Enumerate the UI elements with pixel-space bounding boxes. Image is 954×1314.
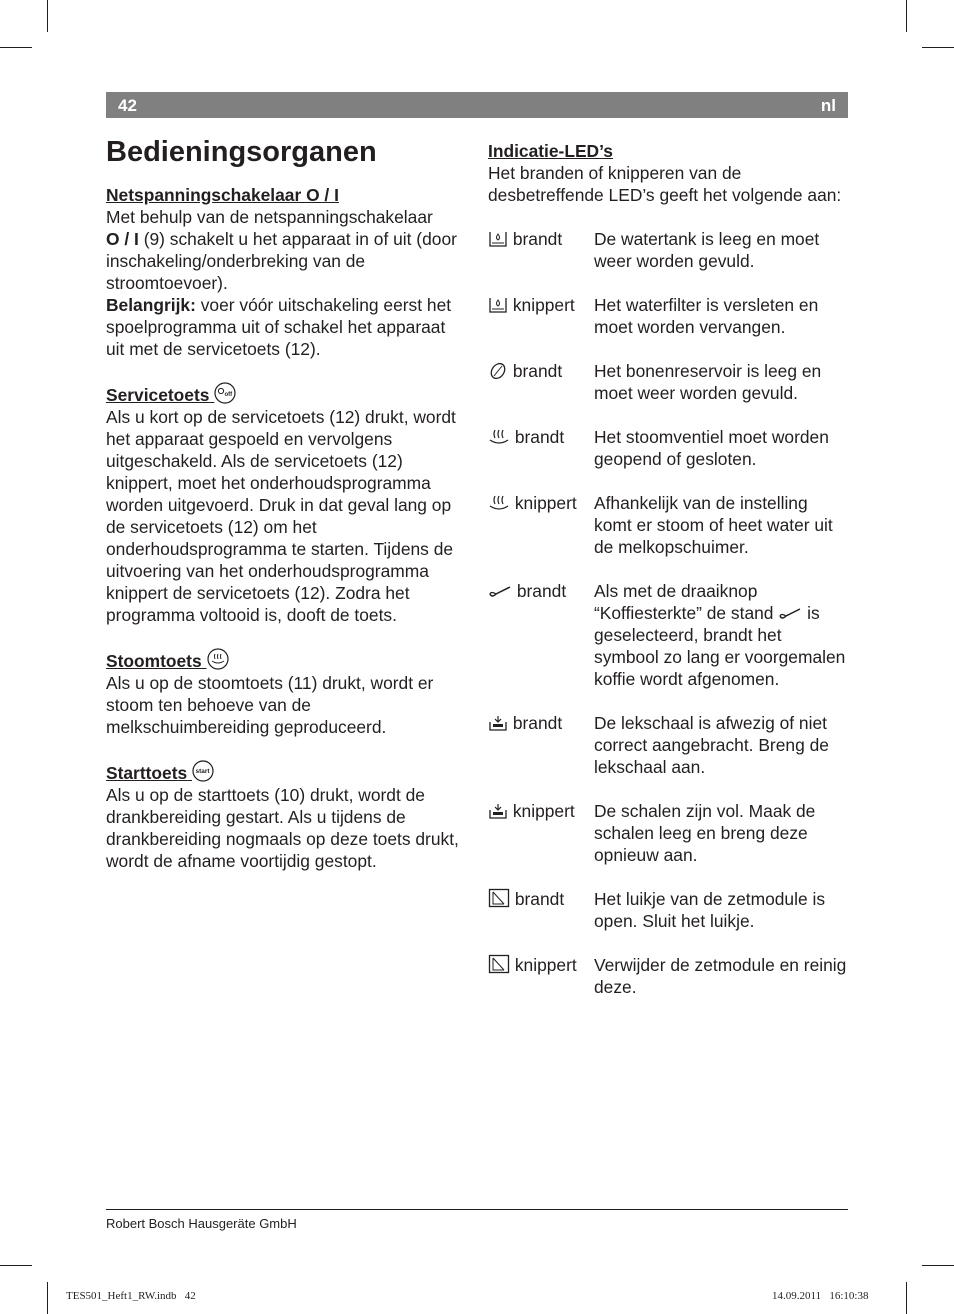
svg-text:start: start (195, 768, 210, 775)
steam-icon (488, 428, 510, 446)
footer-divider (106, 1209, 848, 1210)
paragraph: Met behulp van de netspanningschakelaar O / I (9) schakelt u het apparaat in of uit (door inschakeling/onderbreking van de stroomtoevoer). (106, 207, 457, 293)
paragraph: Als u kort op de servicetoets (12) drukt, wordt het apparaat gespoeld en vervolgens uitgeschakeld. Als de servicetoets (12) knippert, moet het onderhoudsprogramma worden uitgevoerd. Druk in dat geval lang op de servicetoets (12) om het onderhoudsprogramma te starten. Tijdens de uitvoering van het onderhoudsprogramma knippert de servicetoets (12). Zodra het programma voltooid is, dooft de toets. (106, 407, 456, 625)
section-power-switch (106, 184, 468, 360)
left-column (106, 184, 468, 894)
steam-icon (488, 494, 510, 512)
section-steam-button (106, 648, 468, 738)
crop-mark (0, 47, 32, 48)
led-row: knippert Verwijder de zetmodule en reinig deze. (488, 954, 850, 1020)
crop-mark (906, 0, 907, 32)
crop-mark (0, 1265, 32, 1266)
led-row: brandt De watertank is leeg en moet weer worden gevuld. (488, 228, 850, 294)
led-row: brandt Het luikje van de zetmodule is open. Sluit het luikje. (488, 888, 850, 954)
intro-text: Het branden of knipperen van de desbetreffende LED’s geeft het volgende aan: (488, 163, 842, 205)
section-service-button (106, 382, 468, 626)
service-off-icon (214, 382, 236, 404)
crop-mark (922, 47, 954, 48)
drip-tray-icon (488, 714, 508, 732)
section-heading: Indicatie-LED’s (488, 141, 613, 161)
paragraph: Belangrijk: voer vóór uitschakeling eerst het spoelprogramma uit of schakel het apparaat uit met de servicetoets (12). (106, 295, 452, 359)
section-heading: Netspanningschakelaar O / I (106, 185, 339, 205)
led-row: brandt Het bonenreservoir is leeg en moet weer worden gevuld. (488, 360, 850, 426)
bean-icon (488, 362, 508, 380)
drip-tray-icon (488, 802, 508, 820)
door-icon (488, 954, 510, 974)
section-heading: Servicetoets off (106, 382, 236, 406)
steam-button-icon (207, 648, 229, 670)
crop-mark (47, 0, 48, 32)
section-start-button (106, 760, 468, 872)
led-row: brandt De lekschaal is afwezig of niet correct aangebracht. Breng de lekschaal aan. (488, 712, 850, 800)
language-code: nl (820, 96, 836, 115)
water-tank-icon (488, 296, 508, 314)
spoon-icon (778, 606, 802, 622)
led-row: knippert Het waterfilter is versleten en moet worden vervangen. (488, 294, 850, 360)
led-row: brandt Het stoomventiel moet worden geopend of gesloten. (488, 426, 850, 492)
header-bar (106, 92, 848, 118)
section-heading: Starttoets start (106, 760, 214, 784)
crop-mark (906, 1282, 907, 1314)
crop-mark (47, 1282, 48, 1314)
page-title: Bedieningsorganen (106, 136, 377, 168)
start-icon (192, 760, 214, 782)
paragraph: Als u op de starttoets (10) drukt, wordt de drankbereiding gestart. Als u tijdens de drankbereiding nogmaals op deze toets drukt, wordt de afname voortijdig gestopt. (106, 785, 459, 871)
footer-company: Robert Bosch Hausgeräte GmbH (106, 1216, 297, 1231)
spoon-icon (488, 584, 512, 600)
paragraph: Als u op de stoomtoets (11) drukt, wordt er stoom ten behoeve van de melkschuimbereiding geproduceerd. (106, 673, 434, 737)
door-icon (488, 888, 510, 908)
led-row: knippert Afhankelijk van de instelling komt er stoom of heet water uit de melkopschuimer. (488, 492, 850, 580)
water-tank-icon (488, 230, 508, 248)
print-slug-file: TES501_Heft1_RW.indb 42 (66, 1290, 196, 1302)
crop-mark (922, 1265, 954, 1266)
svg-text:off: off (224, 392, 233, 398)
right-column (488, 140, 850, 1020)
page-number: 42 (118, 96, 137, 115)
print-slug-date: 14.09.2011 16:10:38 (772, 1290, 869, 1302)
section-heading: Stoomtoets (106, 648, 229, 672)
led-row: brandt Als met de draaiknop “Koffiesterkte” de stand is geselecteerd, brandt het symbool zo lang er voorgemalen koffie wordt afgenomen. (488, 580, 850, 712)
led-row: knippert De schalen zijn vol. Maak de schalen leeg en breng deze opnieuw aan. (488, 800, 850, 888)
